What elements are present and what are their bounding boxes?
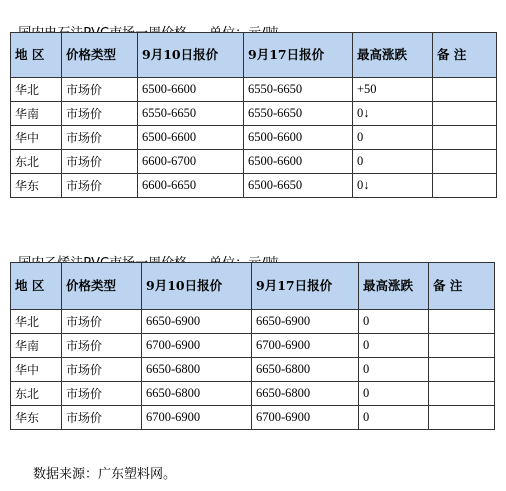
cell-max-change: 0 bbox=[359, 406, 429, 430]
cell-sep10-quote: 6500-6600 bbox=[138, 78, 244, 102]
cell-remarks bbox=[433, 126, 497, 150]
cell-sep17-quote: 6650-6900 bbox=[252, 310, 359, 334]
cell-sep17-quote: 6700-6900 bbox=[252, 334, 359, 358]
data-source-note: 数据来源：广东塑料网。 bbox=[33, 467, 177, 482]
cell-price-type: 市场价 bbox=[62, 126, 138, 150]
table-row bbox=[11, 406, 495, 430]
cell-price-type: 市场价 bbox=[62, 358, 142, 382]
cell-remarks bbox=[433, 102, 497, 126]
header-sep10-quote: 9月10日报价 bbox=[142, 263, 252, 310]
cell-price-type: 市场价 bbox=[62, 406, 142, 430]
cell-sep17-quote: 6700-6900 bbox=[252, 406, 359, 430]
header-region: 地 区 bbox=[11, 33, 62, 78]
cell-price-type: 市场价 bbox=[62, 310, 142, 334]
header-price-type: 价格类型 bbox=[62, 263, 142, 310]
table-row bbox=[11, 150, 497, 174]
cell-sep10-quote: 6500-6600 bbox=[138, 126, 244, 150]
cell-sep17-quote: 6550-6650 bbox=[244, 78, 353, 102]
cell-sep10-quote: 6650-6800 bbox=[142, 382, 252, 406]
cell-region: 华东 bbox=[11, 406, 62, 430]
header-sep17-quote: 9月17日报价 bbox=[252, 263, 359, 310]
cell-sep10-quote: 6600-6700 bbox=[138, 150, 244, 174]
header-region: 地 区 bbox=[11, 263, 62, 310]
table-row bbox=[11, 382, 495, 406]
cell-max-change: 0 bbox=[359, 334, 429, 358]
cell-max-change: +50 bbox=[353, 78, 433, 102]
header-max-change: 最高涨跌 bbox=[359, 263, 429, 310]
cell-region: 华中 bbox=[11, 126, 62, 150]
cell-sep17-quote: 6500-6600 bbox=[244, 150, 353, 174]
cell-sep10-quote: 6700-6900 bbox=[142, 406, 252, 430]
cell-price-type: 市场价 bbox=[62, 150, 138, 174]
table-row bbox=[11, 358, 495, 382]
header-remarks: 备 注 bbox=[429, 263, 495, 310]
cell-remarks bbox=[433, 150, 497, 174]
cell-sep10-quote: 6650-6800 bbox=[142, 358, 252, 382]
cell-max-change: 0 bbox=[353, 150, 433, 174]
cell-price-type: 市场价 bbox=[62, 382, 142, 406]
cell-region: 东北 bbox=[11, 382, 62, 406]
cell-region: 华中 bbox=[11, 358, 62, 382]
cell-sep17-quote: 6650-6800 bbox=[252, 382, 359, 406]
pvc-carbide-price-table bbox=[10, 32, 497, 198]
cell-max-change: 0 bbox=[359, 310, 429, 334]
cell-price-type: 市场价 bbox=[62, 102, 138, 126]
table-row bbox=[11, 102, 497, 126]
cell-remarks bbox=[429, 382, 495, 406]
header-max-change: 最高涨跌 bbox=[353, 33, 433, 78]
table-row bbox=[11, 126, 497, 150]
cell-sep10-quote: 6650-6900 bbox=[142, 310, 252, 334]
cell-region: 东北 bbox=[11, 150, 62, 174]
cell-remarks bbox=[433, 78, 497, 102]
cell-region: 华南 bbox=[11, 102, 62, 126]
cell-price-type: 市场价 bbox=[62, 334, 142, 358]
table-row bbox=[11, 174, 497, 198]
cell-max-change: 0↓ bbox=[353, 102, 433, 126]
cell-remarks bbox=[429, 310, 495, 334]
header-sep17-quote: 9月17日报价 bbox=[244, 33, 353, 78]
header-price-type: 价格类型 bbox=[62, 33, 138, 78]
table-header-row bbox=[11, 263, 495, 310]
pvc-ethylene-price-table bbox=[10, 262, 495, 430]
cell-remarks bbox=[433, 174, 497, 198]
cell-max-change: 0 bbox=[353, 126, 433, 150]
cell-sep17-quote: 6650-6800 bbox=[252, 358, 359, 382]
header-remarks: 备 注 bbox=[433, 33, 497, 78]
cell-sep17-quote: 6500-6600 bbox=[244, 126, 353, 150]
table-header-row bbox=[11, 33, 497, 78]
header-sep10-quote: 9月10日报价 bbox=[138, 33, 244, 78]
cell-max-change: 0 bbox=[359, 358, 429, 382]
cell-region: 华北 bbox=[11, 310, 62, 334]
cell-price-type: 市场价 bbox=[62, 78, 138, 102]
cell-max-change: 0 bbox=[359, 382, 429, 406]
table-row bbox=[11, 334, 495, 358]
cell-region: 华北 bbox=[11, 78, 62, 102]
table-row bbox=[11, 78, 497, 102]
cell-sep17-quote: 6500-6650 bbox=[244, 174, 353, 198]
cell-sep10-quote: 6550-6650 bbox=[138, 102, 244, 126]
cell-sep10-quote: 6700-6900 bbox=[142, 334, 252, 358]
table-row bbox=[11, 310, 495, 334]
cell-max-change: 0↓ bbox=[353, 174, 433, 198]
cell-remarks bbox=[429, 334, 495, 358]
cell-remarks bbox=[429, 358, 495, 382]
cell-sep10-quote: 6600-6650 bbox=[138, 174, 244, 198]
cell-sep17-quote: 6550-6650 bbox=[244, 102, 353, 126]
cell-region: 华东 bbox=[11, 174, 62, 198]
cell-price-type: 市场价 bbox=[62, 174, 138, 198]
cell-remarks bbox=[429, 406, 495, 430]
cell-region: 华南 bbox=[11, 334, 62, 358]
